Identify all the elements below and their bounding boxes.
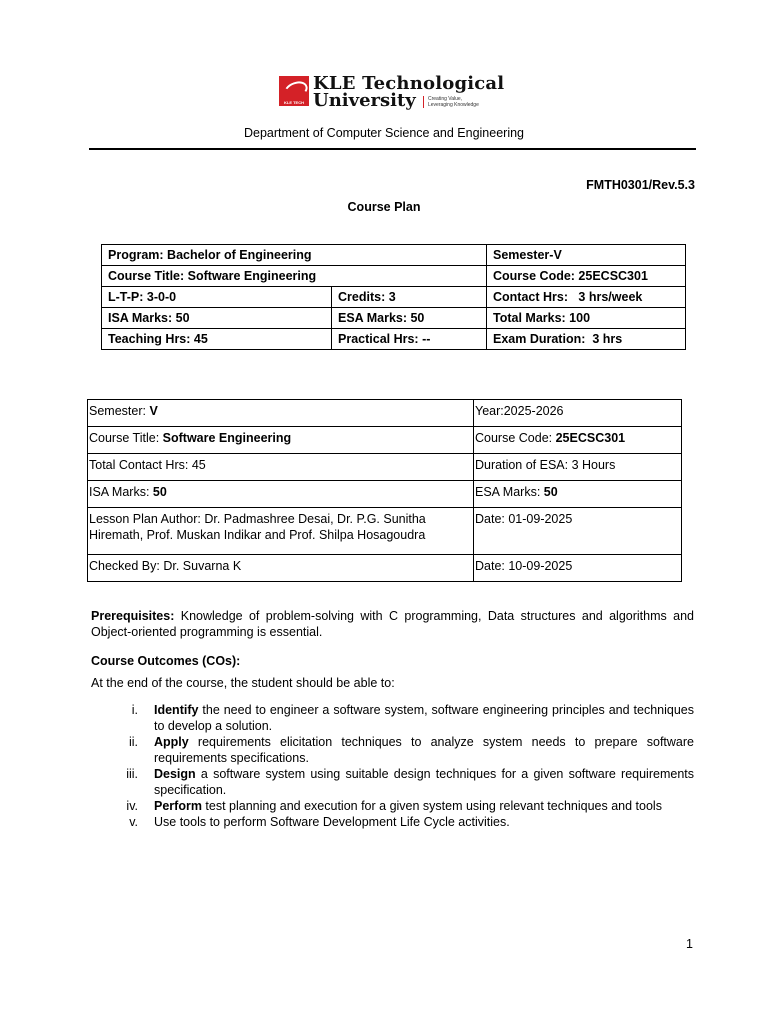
table-row — [88, 427, 682, 454]
total-cell: Total Marks: 100 — [487, 308, 686, 329]
credits-cell: Credits: 3 — [332, 287, 487, 308]
table-row — [88, 555, 682, 582]
lesson-plan-table — [87, 399, 682, 582]
table-row — [88, 481, 682, 508]
author-cell: Lesson Plan Author: Dr. Padmashree Desai, Dr. P.G. Sunitha Hiremath, Prof. Muskan Indikar and Prof. Shilpa Hosagoudra — [88, 508, 474, 555]
isa-cell: ISA Marks: 50 — [88, 481, 474, 508]
document-title: Course Plan — [347, 200, 421, 214]
list-item: ii. Apply requirements elicitation techniques to analyze system needs to prepare software requirements specifications. — [128, 735, 694, 765]
course-info-table — [101, 244, 686, 350]
contact-hrs-cell: Contact Hrs: 3 hrs/week — [487, 287, 686, 308]
page-number: 1 — [686, 937, 693, 951]
logo-line2: University — [313, 90, 416, 111]
university-logo — [279, 73, 519, 112]
teaching-cell: Teaching Hrs: 45 — [102, 329, 332, 350]
course-title-cell: Course Title: Software Engineering — [88, 427, 474, 454]
total-contact-cell: Total Contact Hrs: 45 — [88, 454, 474, 481]
table-row — [102, 329, 686, 350]
logo-line1: KLE Technological — [313, 73, 505, 94]
kle-emblem-icon: KLE TECH — [279, 76, 309, 106]
table-row — [102, 308, 686, 329]
checked-by-cell: Checked By: Dr. Suvarna K — [88, 555, 474, 582]
list-item: v. Use tools to perform Software Development Life Cycle activities. — [129, 815, 510, 829]
prerequisites: Prerequisites: Knowledge of problem-solving with C programming, Data structures and algorithms and Object-oriented programming is essential. — [91, 609, 694, 639]
esa-cell: ESA Marks: 50 — [474, 481, 682, 508]
semester-cell: Semester-V — [487, 245, 686, 266]
outcomes-intro: At the end of the course, the student should be able to: — [91, 676, 395, 690]
header-divider — [89, 148, 696, 150]
table-row — [102, 245, 686, 266]
list-item: iii. Design a software system using suitable design techniques for a given software requirements specification. — [126, 767, 694, 797]
table-row — [102, 266, 686, 287]
list-item: i. Identify the need to engineer a software system, software engineering principles and techniques to develop a solution. — [131, 703, 694, 733]
form-code: FMTH0301/Rev.5.3 — [586, 178, 695, 192]
ltp-cell: L-T-P: 3-0-0 — [102, 287, 332, 308]
list-item: iv. Perform test planning and execution for a given system using relevant techniques and tools — [126, 799, 662, 813]
table-row — [88, 400, 682, 427]
outcomes-list — [91, 702, 694, 830]
course-title-cell: Course Title: Software Engineering — [102, 266, 487, 287]
semester-cell: Semester: V — [88, 400, 474, 427]
program-cell: Program: Bachelor of Engineering — [102, 245, 487, 266]
esa-duration-cell: Duration of ESA: 3 Hours — [474, 454, 682, 481]
table-row — [88, 454, 682, 481]
outcomes-heading: Course Outcomes (COs): — [91, 654, 241, 668]
year-cell: Year:2025-2026 — [474, 400, 682, 427]
isa-cell: ISA Marks: 50 — [102, 308, 332, 329]
date-cell: Date: 10-09-2025 — [474, 555, 682, 582]
table-row — [102, 287, 686, 308]
table-row — [88, 508, 682, 555]
course-code-cell: Course Code: 25ECSC301 — [474, 427, 682, 454]
practical-cell: Practical Hrs: -- — [332, 329, 487, 350]
date-cell: Date: 01-09-2025 — [474, 508, 682, 555]
department-name: Department of Computer Science and Engineering — [243, 126, 525, 140]
esa-cell: ESA Marks: 50 — [332, 308, 487, 329]
logo-separator — [423, 96, 424, 108]
logo-slogan: Creating Value, Leveraging Knowledge — [428, 96, 479, 108]
exam-cell: Exam Duration: 3 hrs — [487, 329, 686, 350]
course-code-cell: Course Code: 25ECSC301 — [487, 266, 686, 287]
